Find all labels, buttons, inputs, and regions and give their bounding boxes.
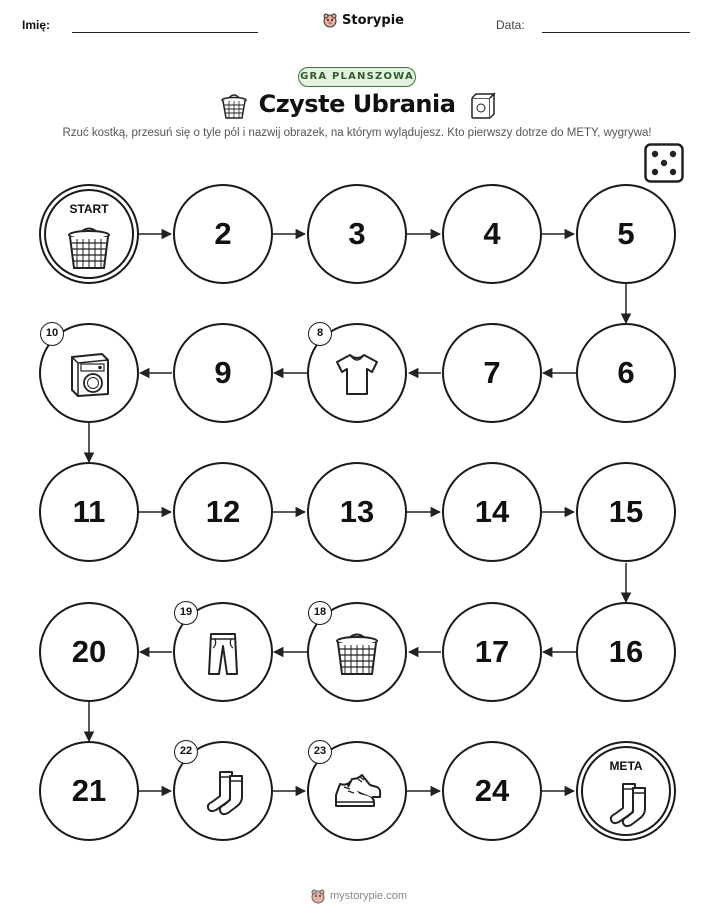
cell-number: 21 (71, 773, 107, 808)
cell-label: META (609, 759, 643, 773)
board-cell (442, 741, 542, 841)
trousers-icon (198, 628, 248, 678)
cell-number: 9 (214, 355, 232, 390)
cell-number: 17 (474, 634, 510, 669)
socks-icon (601, 779, 651, 829)
board-cell (307, 741, 407, 841)
board-cell (576, 602, 676, 702)
cell-number: 5 (617, 216, 635, 251)
cell-number: 14 (474, 494, 510, 529)
game-instructions: Rzuć kostką, przesuń się o tyle pól i nazwij obrazek, na którym wylądujesz. Kto pierwszy dotrze do METY, wygrywa! (62, 127, 652, 139)
board-cell (173, 741, 273, 841)
board-cell (173, 184, 273, 284)
board-cell (173, 602, 273, 702)
board-cell (576, 323, 676, 423)
cell-number-badge: 19 (174, 601, 198, 625)
board-cell (442, 602, 542, 702)
cell-number: 2 (214, 216, 232, 251)
board-cell (307, 462, 407, 562)
board-cell (39, 462, 139, 562)
cell-number-badge: 23 (308, 740, 332, 764)
board-cell (307, 184, 407, 284)
sneakers-icon (332, 767, 382, 817)
t-shirt-icon (332, 349, 382, 399)
date-label: Data: (496, 18, 525, 32)
category-badge: GRA PLANSZOWA (298, 67, 416, 87)
cell-number: 13 (339, 494, 375, 529)
board-cell (307, 323, 407, 423)
footer (310, 888, 407, 904)
page-title: Czyste Ubrania (258, 90, 456, 118)
cell-number: 12 (205, 494, 241, 529)
board-cell (576, 741, 676, 841)
board-cell (576, 184, 676, 284)
board-cell (39, 602, 139, 702)
cell-number-badge: 22 (174, 740, 198, 764)
storypie-mascot-icon (310, 888, 326, 904)
board-cell (307, 602, 407, 702)
cell-label: START (69, 202, 109, 216)
cell-number: 11 (72, 494, 106, 529)
cell-number: 4 (483, 216, 501, 251)
laundry-basket-icon (64, 222, 114, 272)
cell-number: 24 (474, 773, 510, 808)
laundry-basket-icon (332, 628, 382, 678)
footer-url[interactable]: mystorypie.com (330, 890, 408, 902)
cell-number-badge: 10 (40, 322, 64, 346)
socks-icon (198, 767, 248, 817)
cell-number: 7 (483, 355, 501, 390)
name-label: Imię: (22, 18, 51, 32)
board-cell (576, 462, 676, 562)
cell-number: 3 (348, 216, 366, 251)
cell-number: 20 (71, 634, 107, 669)
board-cell (39, 184, 139, 284)
board-cell (442, 323, 542, 423)
cell-number-badge: 18 (308, 601, 332, 625)
cell-number: 15 (608, 494, 644, 529)
cell-number-badge: 8 (308, 322, 332, 346)
cell-number: 16 (608, 634, 644, 669)
board-cell (173, 323, 273, 423)
washing-machine-icon (64, 349, 114, 399)
board-cell (39, 741, 139, 841)
brand-name: Storypie (342, 12, 404, 28)
cell-number: 6 (617, 355, 635, 390)
board-cell (442, 462, 542, 562)
board-cell (442, 184, 542, 284)
board-cell (39, 323, 139, 423)
board-cell (173, 462, 273, 562)
